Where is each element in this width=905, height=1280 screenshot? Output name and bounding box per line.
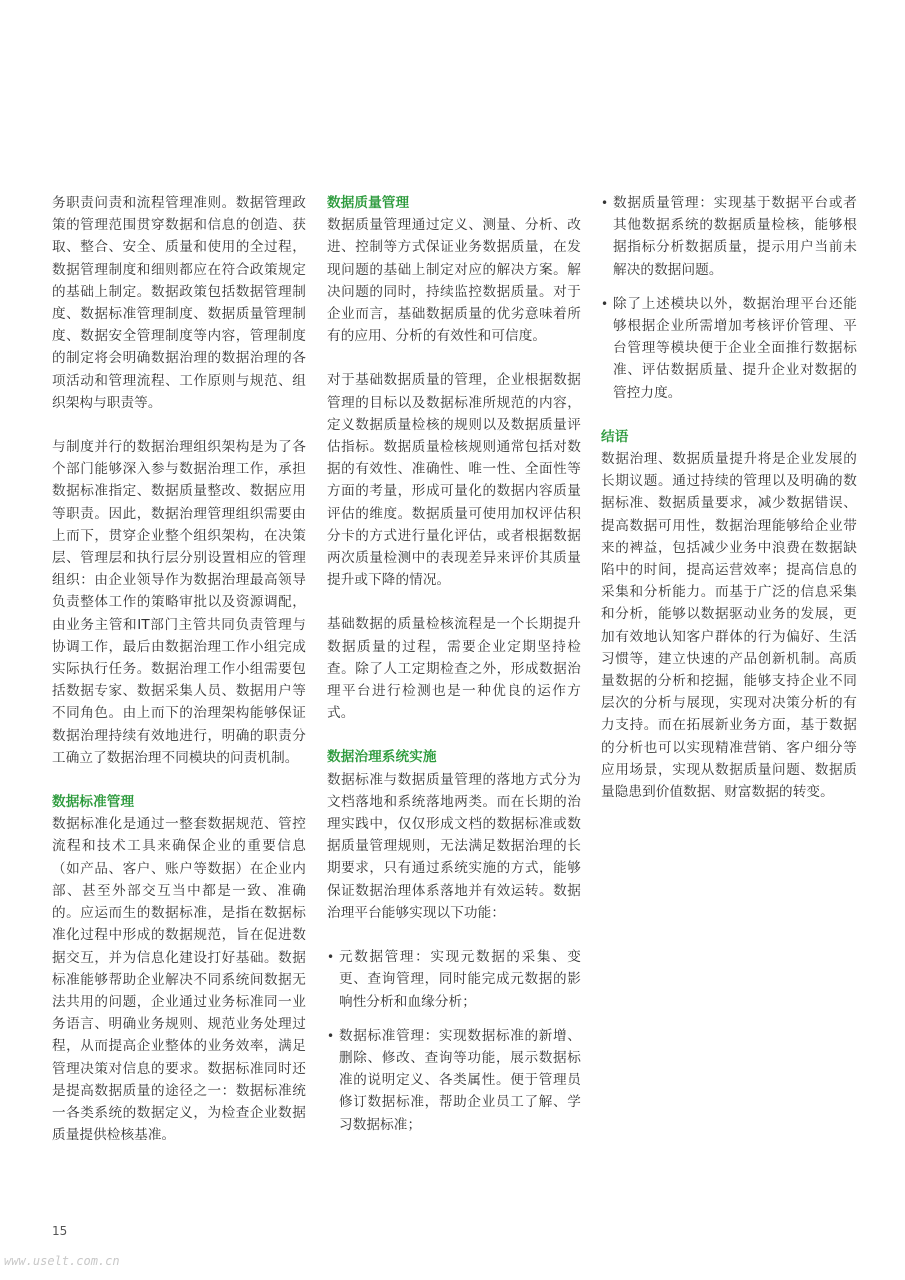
bullet-icon: • xyxy=(601,296,609,311)
paragraph-organization: 与制度并行的数据治理组织架构是为了各个部门能够深入参与数据治理工作，承担数据标准指定、数据质量整改、数据应用等职责。因此，数据治理管理组织需要由上而下，贯穿企业整个组织架构，在决策层、管理层和执行层分别设置相应的管理组织：由企业领导作为数据治理最高领导负责整体工作的策略审批以及资源调配，由业务主管和IT部门主管共同负责管理与协调工作，最后由数据治理工作小组完成实际执行任务。数据治理工作小组需要包括数据专家、数据采集人员、数据用户等不同角色。由上而下的治理架构能够保证数据治理持续有效地进行，明确的职责分工确立了数据治理不同模块的问责机制。 xyxy=(52,439,306,766)
function-list-continued xyxy=(601,192,857,404)
paragraph-data-quality-process: 基础数据的质量检核流程是一个长期提升数据质量的过程，需要企业定期坚持检查。除了人工定期检查之外，形成数据治理平台进行检测也是一种优良的运作方式。 xyxy=(327,616,581,722)
function-list xyxy=(327,946,581,1136)
list-item-text: 除了上述模块以外，数据治理平台还能够根据企业所需增加考核评价管理、平台管理等模块便于企业全面推行数据标准、评估数据质量、提升企业对数据的管控力度。 xyxy=(613,295,857,401)
paragraph-data-quality-rules: 对于基础数据质量的管理，企业根据数据管理的目标以及数据标准所规范的内容，定义数据质量检核的规则以及数据质量评估指标。数据质量检核规则通常包括对数据的有效性、准确性、唯一性、全面性等方面的考量，形成可量化的数据内容质量评估的维度。数据质量可使用加权评估积分卡的方式进行量化评估，或者根据数据两次质量检测中的表现差异来评价其质量提升或下降的情况。 xyxy=(327,372,581,589)
list-item xyxy=(601,192,857,281)
list-item-text: 数据质量管理：实现基于数据平台或者其他数据系统的数据质量检核，能够根据指标分析数据质量，提示用户当前未解决的数据问题。 xyxy=(613,195,857,278)
column-right xyxy=(601,192,857,825)
heading-system-implementation: 数据治理系统实施 xyxy=(327,749,437,766)
bullet-icon: • xyxy=(327,1028,335,1043)
paragraph-conclusion: 数据治理、数据质量提升将是企业发展的长期议题。通过持续的管理以及明确的数据标准、数据质量要求，减少数据错误、提高数据可用性，数据治理能够给企业带来的裨益，包括减少业务中浪费在数据缺陷中的时间，提高运营效率；提高信息的采集和分析能力。而基于广泛的信息采集和分析，能够以数据驱动业务的发展，更加有效地认知客户群体的行为偏好、生活习惯等，建立快速的产品创新机制。高质量数据的分析和挖掘，能够支持企业不同层次的分析与展现，实现对决策分析的有力支持。而在拓展新业务方面，基于数据的分析也可以实现精准营销、客户细分等应用场景，实现从数据质量问题、数据质量隐患到价值数据、财富数据的转变。 xyxy=(601,451,857,801)
list-item-text: 数据标准管理：实现数据标准的新增、删除、修改、查询等功能，展示数据标准的说明定义、各类属性。便于管理员修订数据标准，帮助企业员工了解、学习数据标准； xyxy=(339,1027,581,1133)
bullet-icon: • xyxy=(327,950,335,965)
watermark: www.uselt.com.cn xyxy=(4,1254,120,1268)
column-left xyxy=(52,192,306,1168)
heading-conclusion: 结语 xyxy=(601,428,629,445)
heading-data-standard: 数据标准管理 xyxy=(52,794,135,811)
list-item xyxy=(327,1025,581,1136)
page-number: 15 xyxy=(52,1224,68,1238)
paragraph-system-implementation: 数据标准与数据质量管理的落地方式分为文档落地和系统落地两类。而在长期的治理实践中，仅仅形成文档的数据标准或数据质量管理规则，无法满足数据治理的长期要求，只有通过系统实施的方式，能够保证数据治理体系落地并有效运转。数据治理平台能够实现以下功能： xyxy=(327,771,581,921)
list-item xyxy=(327,946,581,1013)
list-item-text: 元数据管理：实现元数据的采集、变更、查询管理，同时能完成元数据的影响性分析和血缘分析； xyxy=(339,949,581,1010)
paragraph-data-quality-intro: 数据质量管理通过定义、测量、分析、改进、控制等方式保证业务数据质量，在发现问题的基础上制定对应的解决方案。解决问题的同时，持续监控数据质量。对于企业而言，基础数据质量的优劣意味着所有的应用、分析的有效性和可信度。 xyxy=(327,217,581,345)
paragraph-policy: 务职责问责和流程管理准则。数据管理政策的管理范围贯穿数据和信息的创造、获取、整合、安全、质量和使用的全过程，数据管理制度和细则都应在符合政策规定的基础上制定。数据政策包括数据管理制度、数据标准管理制度、数据质量管理制度、数据安全管理制度等内容，管理制度的制定将会明确数据治理的数据治理的各项活动和管理流程、工作原则与规范、组织架构与职责等。 xyxy=(52,195,306,411)
bullet-icon: • xyxy=(601,196,609,210)
column-middle xyxy=(327,192,581,1148)
paragraph-data-standard: 数据标准化是通过一整套数据规范、管控流程和技术工具来确保企业的重要信息（如产品、客户、账户等数据）在企业内部、甚至外部交互当中都是一致、准确的。应运而生的数据标准，是指在数据标准化过程中形成的数据规范，旨在促进数据交互，并为信息化建设打好基础。数据标准能够帮助企业解决不同系统间数据无法共用的问题，企业通过业务标准同一业务语言、明确业务规则、规范业务处理过程，从而提高企业整体的业务效率，满足管理决策对信息的要求。数据标准同时还是提高数据质量的途径之一：数据标准统一各类系统的数据定义，为检查企业数据质量提供检核基准。 xyxy=(52,816,306,1144)
list-item xyxy=(601,293,857,404)
heading-data-quality: 数据质量管理 xyxy=(327,195,410,211)
